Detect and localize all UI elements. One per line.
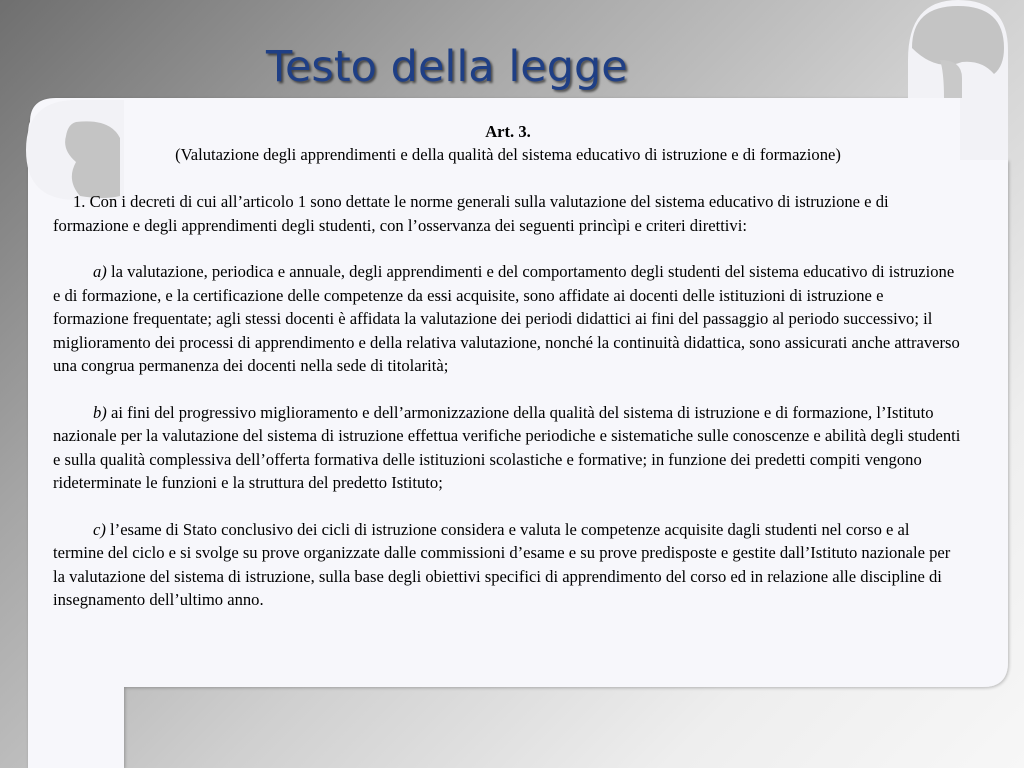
article-subtitle: (Valutazione degli apprendimenti e della qualità del sistema educativo di istruzione e di formazione)	[175, 145, 841, 165]
slide-title: Testo della legge	[266, 42, 628, 92]
article-heading: Art. 3.	[485, 122, 531, 141]
item-letter: b)	[93, 402, 107, 422]
item-text: la valutazione, periodica e annuale, degli apprendimenti e del comportamento degli studenti del sistema educativo di istruzione e di formazione, e la certificazione delle competenze da essi acquisite, sono affidate ai docenti delle istituzioni di istruzione e formazione frequentate; agli stessi docenti è affidata la valutazione dei periodi didattici ai fini del passaggio al periodo successivo; il miglioramento dei processi di apprendimento e della relativa valutazione, nonché la continuità didattica, sono assicurati anche attraverso una congrua permanenza dei docenti nella sede di titolarità;	[53, 262, 960, 376]
law-text	[53, 120, 963, 611]
item-text: l’esame di Stato conclusivo dei cicli di istruzione considera e valuta le competenze acquisite dagli studenti nel corso e al termine del ciclo e si svolge su prove organizzate dalle commissioni d’esame e su prove predisposte e gestite dall’Istituto nazionale per la valutazione del sistema di istruzione, sulla base degli obiettivi specifici di apprendimento del corso ed in relazione alle discipline di insegnamento dell’ultimo anno.	[53, 519, 951, 610]
article-intro-paragraph: 1. Con i decreti di cui all’articolo 1 sono dettate le norme generali sulla valutazione del sistema educativo di istruzione e di formazione e degli apprendimenti degli studenti, con l’osservanza dei seguenti princìpi e criteri direttivi:	[53, 192, 889, 235]
article-item-c	[53, 518, 963, 612]
item-text: ai fini del progressivo miglioramento e dell’armonizzazione della qualità del sistema di istruzione e di formazione, l’Istituto nazionale per la valutazione del sistema di istruzione effettua verifiche periodiche e sistematiche sulle conoscenze e abilità degli studenti e sulla qualità complessiva dell’offerta formativa delle istituzioni scolastiche e formative; in funzione dei predetti compiti vengono rideterminate le funzioni e la struttura del predetto Istituto;	[53, 402, 961, 493]
article-item-b	[53, 401, 963, 495]
item-letter: c)	[93, 519, 106, 539]
article-item-a	[53, 260, 963, 377]
item-letter: a)	[93, 262, 107, 282]
